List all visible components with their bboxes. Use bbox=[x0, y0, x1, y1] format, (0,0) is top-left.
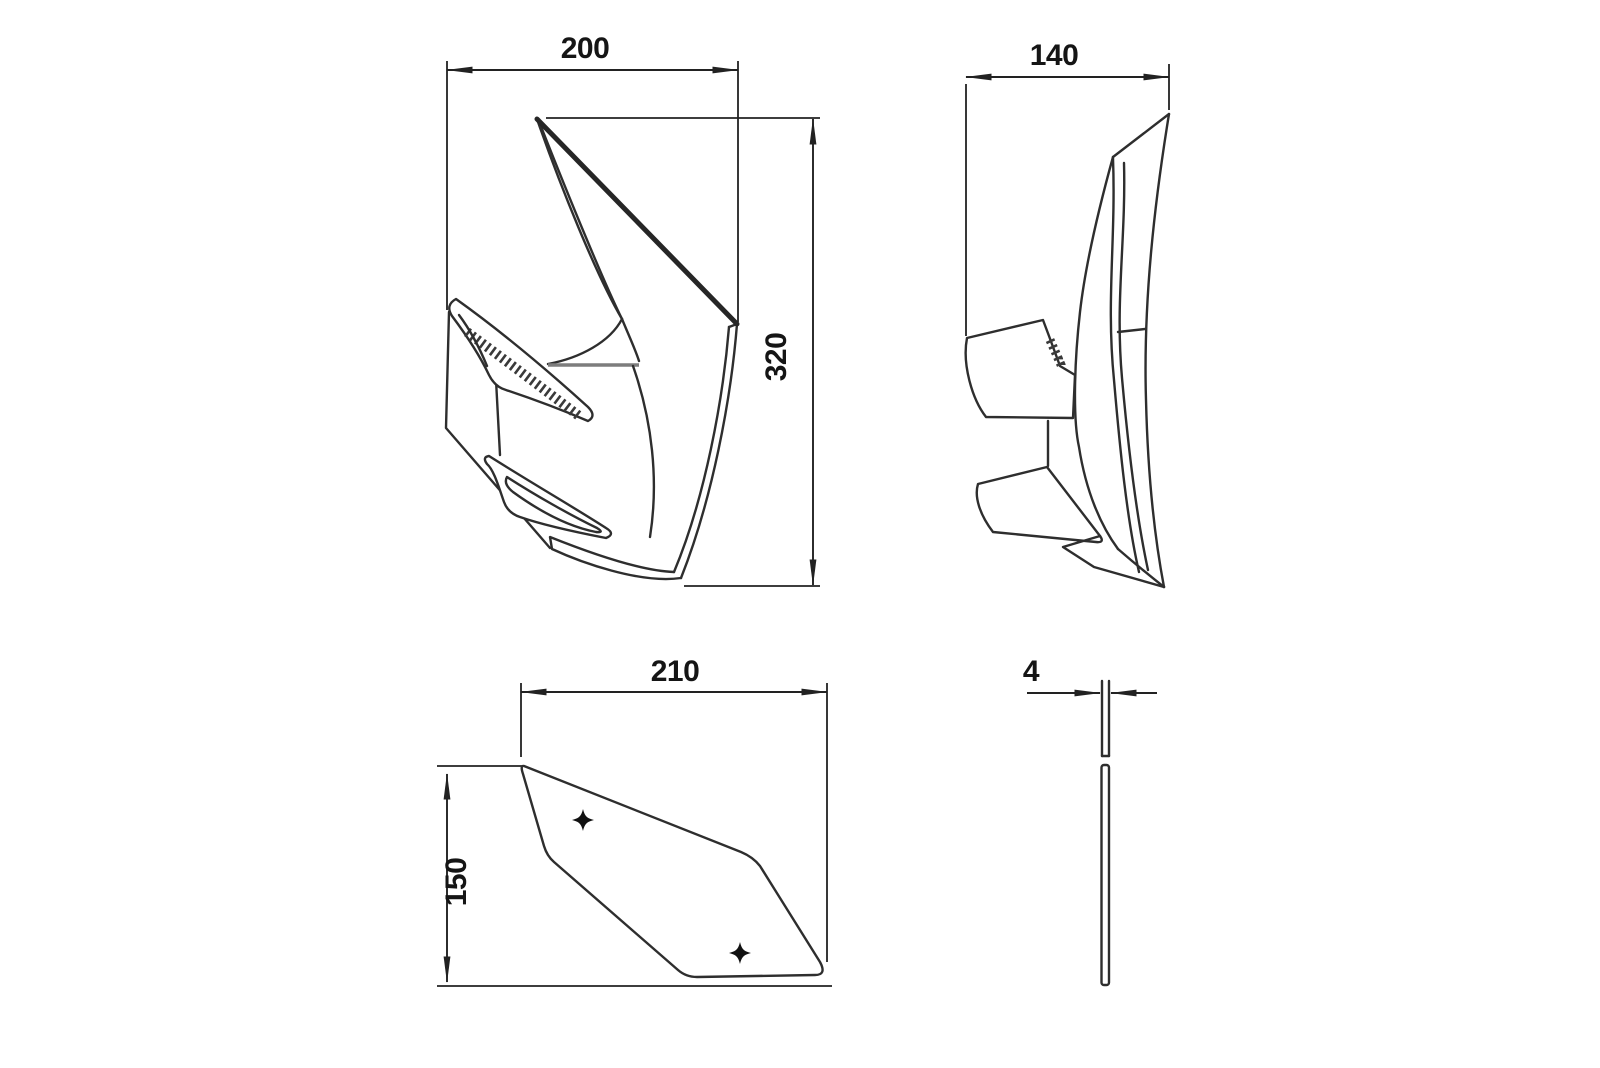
side-view-part bbox=[966, 114, 1169, 587]
section-view-part bbox=[1102, 681, 1110, 985]
side-view bbox=[966, 39, 1169, 587]
outline-path bbox=[1113, 114, 1169, 157]
side-lower-bracket bbox=[977, 467, 1102, 542]
plan-height-label: 150 bbox=[440, 857, 473, 907]
section-thickness-label: 4 bbox=[1022, 655, 1040, 688]
outline-path bbox=[622, 319, 639, 361]
winglet-plate-outline bbox=[522, 766, 823, 977]
winglet-plan-view bbox=[437, 655, 832, 986]
plan-width-label: 210 bbox=[650, 655, 700, 688]
front-view bbox=[446, 32, 820, 586]
front-height-label: 320 bbox=[760, 332, 793, 382]
upper-winglet-hatch bbox=[467, 332, 579, 416]
outline-path bbox=[548, 319, 622, 364]
windscreen-top-edge bbox=[537, 119, 737, 324]
outline-path bbox=[633, 366, 654, 537]
section-thickness-dimension bbox=[1023, 655, 1157, 693]
plan-view-part bbox=[522, 766, 823, 977]
outline-path bbox=[496, 380, 500, 455]
outline-path bbox=[1146, 114, 1169, 587]
side-upper-bracket bbox=[966, 320, 1075, 418]
outline-path bbox=[681, 324, 737, 578]
outline-path bbox=[1111, 158, 1139, 572]
outline-path bbox=[674, 327, 729, 572]
side-depth-dimension bbox=[966, 39, 1169, 336]
outline-path bbox=[550, 537, 681, 579]
outline-path bbox=[540, 124, 622, 319]
side-depth-label: 140 bbox=[1029, 39, 1079, 72]
section-strip bbox=[1102, 765, 1110, 985]
front-view-part bbox=[446, 119, 737, 579]
upper-winglet bbox=[449, 299, 592, 421]
thickness-section-view bbox=[1023, 655, 1157, 985]
front-width-label: 200 bbox=[560, 32, 610, 65]
outline-path bbox=[1118, 329, 1145, 332]
outline-path bbox=[1120, 163, 1148, 570]
